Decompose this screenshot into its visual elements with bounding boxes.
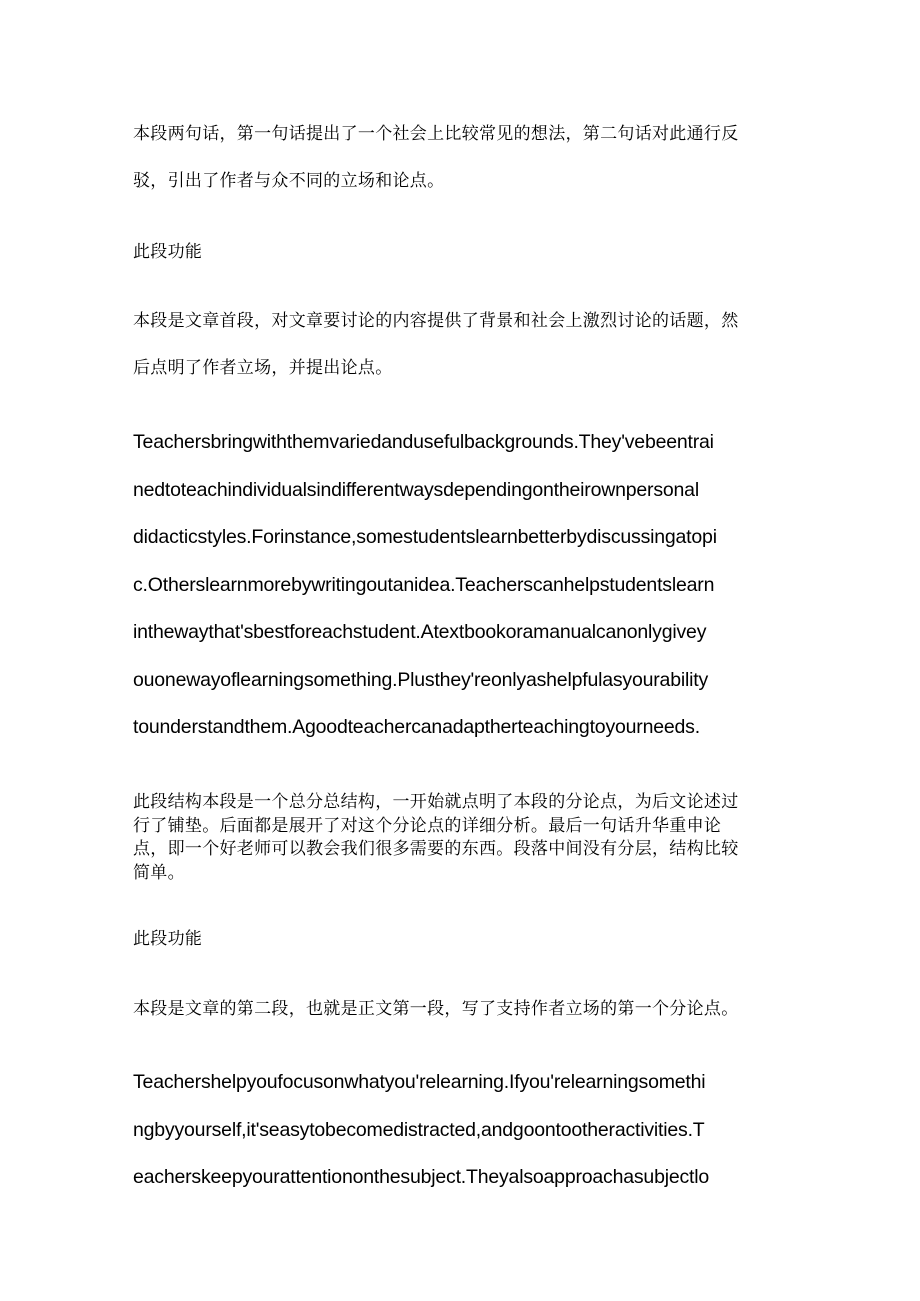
text-line: ouonewayoflearningsomething.Plusthey'reonlyashelpfulasyourability xyxy=(133,668,708,691)
text-line: 此段结构本段是一个总分总结构，一开始就点明了本段的分论点，为后文论述过 xyxy=(133,792,739,812)
paragraph-function-1 xyxy=(133,298,793,392)
text-line: Teachershelpyoufocusonwhatyou'relearning.Ifyou'relearningsomethi xyxy=(133,1071,706,1093)
text-line: didacticstyles.Forinstance,somestudentslearnbetterbydiscussingatopi xyxy=(133,526,717,548)
paragraph-structure xyxy=(133,791,793,885)
text-line: eacherskeepyourattentiononthesubject.Theyalsoapproachasubjectlo xyxy=(133,1166,710,1188)
paragraph-analysis-1 xyxy=(133,111,793,205)
english-paragraph-1 xyxy=(133,419,793,752)
english-paragraph-2 xyxy=(133,1059,793,1202)
text-line: 本段是文章的第二段，也就是正文第一段，写了支持作者立场的第一个分论点。 xyxy=(133,999,739,1019)
text-line: 简单。 xyxy=(133,862,185,883)
text-line: 行了铺垫。后面都是展开了对这个分论点的详细分析。最后一句话升华重申论 xyxy=(133,815,722,836)
text-line: tounderstandthem.Agoodteachercanadaptherteachingtoyourneeds. xyxy=(133,716,700,738)
text-line: 此段功能 xyxy=(133,242,203,262)
text-line: c.Otherslearnmorebywritingoutanidea.Teacherscanhelpstudentslearn xyxy=(133,573,715,596)
text-line: ngbyyourself,it'seasytobecomedistracted,andgoontootheractivities.T xyxy=(133,1118,705,1141)
text-line: 此段功能 xyxy=(133,929,203,949)
text-line: 本段是文章首段，对文章要讨论的内容提供了背景和社会上激烈讨论的话题，然 xyxy=(133,311,739,331)
text-line: 点，即一个好老师可以教会我们很多需要的东西。段落中间没有分层，结构比较 xyxy=(133,839,739,859)
text-line: 驳，引出了作者与众不同的立场和论点。 xyxy=(133,171,445,191)
text-line: 本段两句话，第一句话提出了一个社会上比较常见的想法，第二句话对此通行反 xyxy=(133,124,739,144)
text-line: nedtoteachindividualsindifferentwaysdependingontheirownpersonal xyxy=(133,478,699,501)
paragraph-function-2 xyxy=(133,986,793,1033)
text-line: inthewaythat'sbestforeachstudent.Atextbookoramanualcanonlygivey xyxy=(133,621,707,643)
text-line: Teachersbringwiththemvariedandusefulbackgrounds.They'vebeentrai xyxy=(133,431,714,453)
heading-paragraph-function-2 xyxy=(133,916,793,963)
text-line: 后点明了作者立场，并提出论点。 xyxy=(133,358,393,378)
heading-paragraph-function-1 xyxy=(133,229,793,276)
